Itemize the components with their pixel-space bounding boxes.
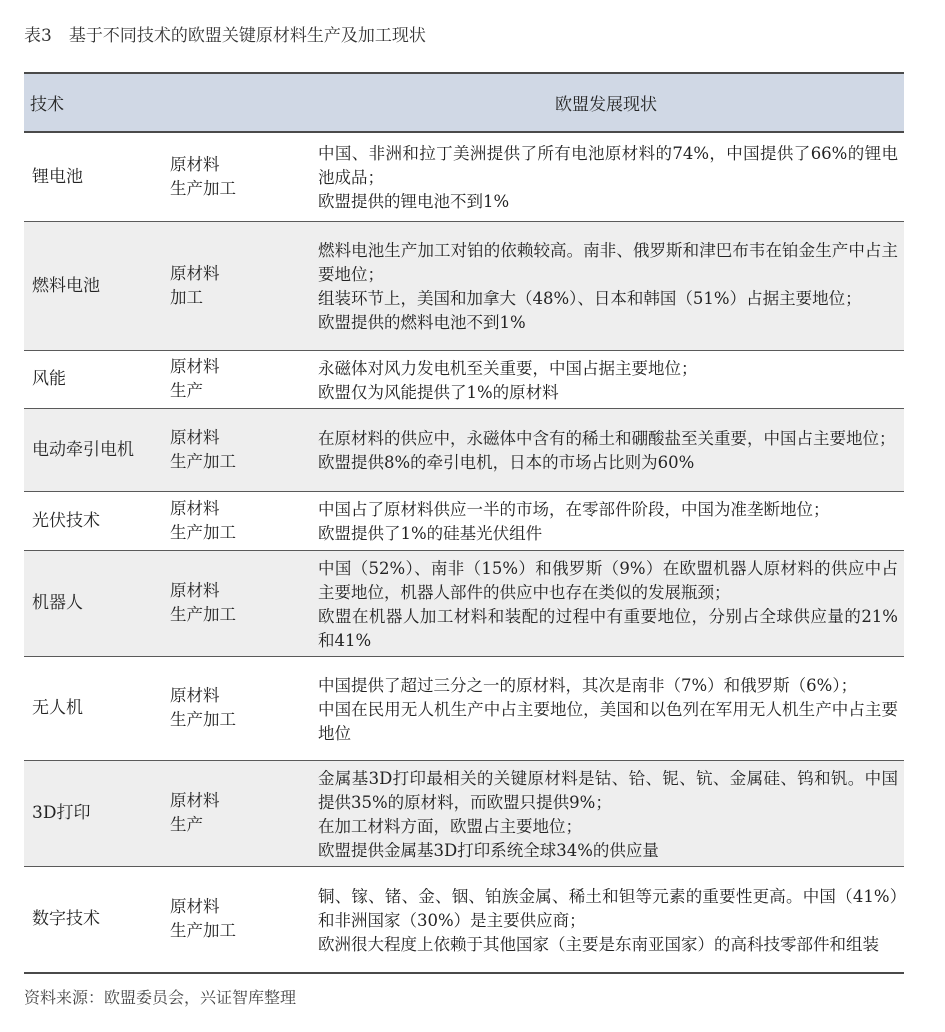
table-row: [24, 132, 904, 221]
status-line: 欧盟在机器人加工材料和装配的过程中有重要地位，分别占全球供应量的21%和41%: [318, 606, 898, 650]
stage-line: 原材料: [170, 427, 220, 447]
stage-line: 原材料: [170, 263, 220, 283]
row-technology: 机器人: [24, 550, 170, 656]
row-technology: 无人机: [24, 656, 170, 760]
row-status: [308, 866, 904, 973]
table-header-row: [24, 73, 904, 132]
row-status: [308, 221, 904, 350]
table-row: [24, 350, 904, 408]
row-stage: [170, 132, 308, 221]
table-row: [24, 408, 904, 491]
stage-line: 生产加工: [170, 605, 236, 624]
stage-line: 生产加工: [170, 921, 236, 941]
stage-line: 原材料: [170, 791, 220, 810]
row-status: [308, 656, 904, 760]
header-status: 欧盟发展现状: [308, 73, 904, 132]
table-row: [24, 491, 904, 550]
header-stage: [170, 73, 308, 132]
row-stage: [170, 550, 308, 656]
status-line: 欧盟提供的燃料电池不到1%: [318, 313, 526, 332]
row-technology: 锂电池: [24, 132, 170, 221]
table-caption: 表3 基于不同技术的欧盟关键原材料生产及加工现状: [24, 26, 426, 46]
row-stage: [170, 656, 308, 760]
status-line: 铜、镓、锗、金、铟、铂族金属、稀土和钽等元素的重要性更高。中国（41%）和非洲国家（30%）是主要供应商；: [318, 886, 898, 930]
row-status: [308, 550, 904, 656]
stage-line: 生产加工: [170, 522, 236, 542]
row-status: [308, 760, 904, 866]
row-stage: [170, 760, 308, 866]
table-row: [24, 221, 904, 350]
row-technology: 风能: [24, 350, 170, 408]
status-line: 在加工材料方面，欧盟占主要地位；: [318, 816, 582, 836]
status-line: 欧盟提供的锂电池不到1%: [318, 192, 510, 212]
status-line: 燃料电池生产加工对铂的依赖较高。南非、俄罗斯和津巴布韦在铂金生产中占主要地位；: [318, 241, 898, 284]
table-row: [24, 550, 904, 656]
status-line: 永磁体对风力发电机至关重要，中国占据主要地位；: [318, 358, 698, 378]
stage-line: 生产: [170, 815, 203, 834]
source-note: 资料来源：欧盟委员会，兴证智库整理: [24, 988, 297, 1007]
row-technology: 燃料电池: [24, 221, 170, 350]
row-technology: 3D打印: [24, 760, 170, 866]
status-line: 在原材料的供应中，永磁体中含有的稀土和硼酸盐至关重要，中国占主要地位；: [318, 429, 896, 448]
row-status: [308, 132, 904, 221]
header-technology: 技术: [24, 73, 170, 132]
status-line: 中国提供了超过三分之一的原材料，其次是南非（7%）和俄罗斯（6%）；: [318, 675, 858, 695]
status-line: 欧洲很大程度上依赖于其他国家（主要是东南亚国家）的高科技零部件和组装: [318, 934, 879, 954]
stage-line: 原材料: [170, 357, 220, 376]
row-status: [308, 350, 904, 408]
stage-line: 原材料: [170, 154, 220, 174]
stage-line: 原材料: [170, 581, 220, 600]
status-line: 欧盟提供金属基3D打印系统全球34%的供应量: [318, 840, 659, 860]
data-table-container: [24, 72, 904, 974]
status-line: 中国占了原材料供应一半的市场，在零部件阶段，中国为准垄断地位；: [318, 500, 830, 519]
stage-line: 加工: [170, 287, 203, 307]
stage-line: 生产加工: [170, 451, 236, 471]
table-row: [24, 760, 904, 866]
table-row: [24, 656, 904, 760]
status-line: 欧盟仅为风能提供了1%的原材料: [318, 382, 559, 402]
row-technology: 数字技术: [24, 866, 170, 973]
stage-line: 生产: [170, 381, 203, 400]
stage-line: 原材料: [170, 686, 220, 705]
table-row: [24, 866, 904, 973]
row-status: [308, 408, 904, 491]
row-stage: [170, 221, 308, 350]
data-table: [24, 72, 904, 974]
status-line: 中国在民用无人机生产中占主要地位，美国和以色列在军用无人机生产中占主要地位: [318, 699, 898, 743]
stage-line: 生产加工: [170, 710, 236, 729]
status-line: 金属基3D打印最相关的关键原材料是钴、铪、铌、钪、金属硅、钨和钒。中国提供35%的原材料，而欧盟只提供9%；: [318, 768, 898, 812]
status-line: 中国、非洲和拉丁美洲提供了所有电池原材料的74%，中国提供了66%的锂电池成品；: [318, 144, 898, 188]
row-technology: 光伏技术: [24, 491, 170, 550]
row-status: [308, 491, 904, 550]
stage-line: 原材料: [170, 498, 220, 518]
stage-line: 原材料: [170, 897, 220, 917]
status-line: 欧盟提供8%的牵引电机，日本的市场占比则为60%: [318, 453, 695, 472]
status-line: 组装环节上，美国和加拿大（48%）、日本和韩国（51%）占据主要地位；: [318, 289, 862, 308]
row-stage: [170, 408, 308, 491]
stage-line: 生产加工: [170, 178, 236, 198]
status-line: 中国（52%）、南非（15%）和俄罗斯（9%）在欧盟机器人原材料的供应中占主要地位，机器人部件的供应中也存在类似的发展瓶颈；: [318, 558, 898, 602]
row-technology: 电动牵引电机: [24, 408, 170, 491]
row-stage: [170, 350, 308, 408]
row-stage: [170, 491, 308, 550]
status-line: 欧盟提供了1%的硅基光伏组件: [318, 524, 543, 543]
row-stage: [170, 866, 308, 973]
